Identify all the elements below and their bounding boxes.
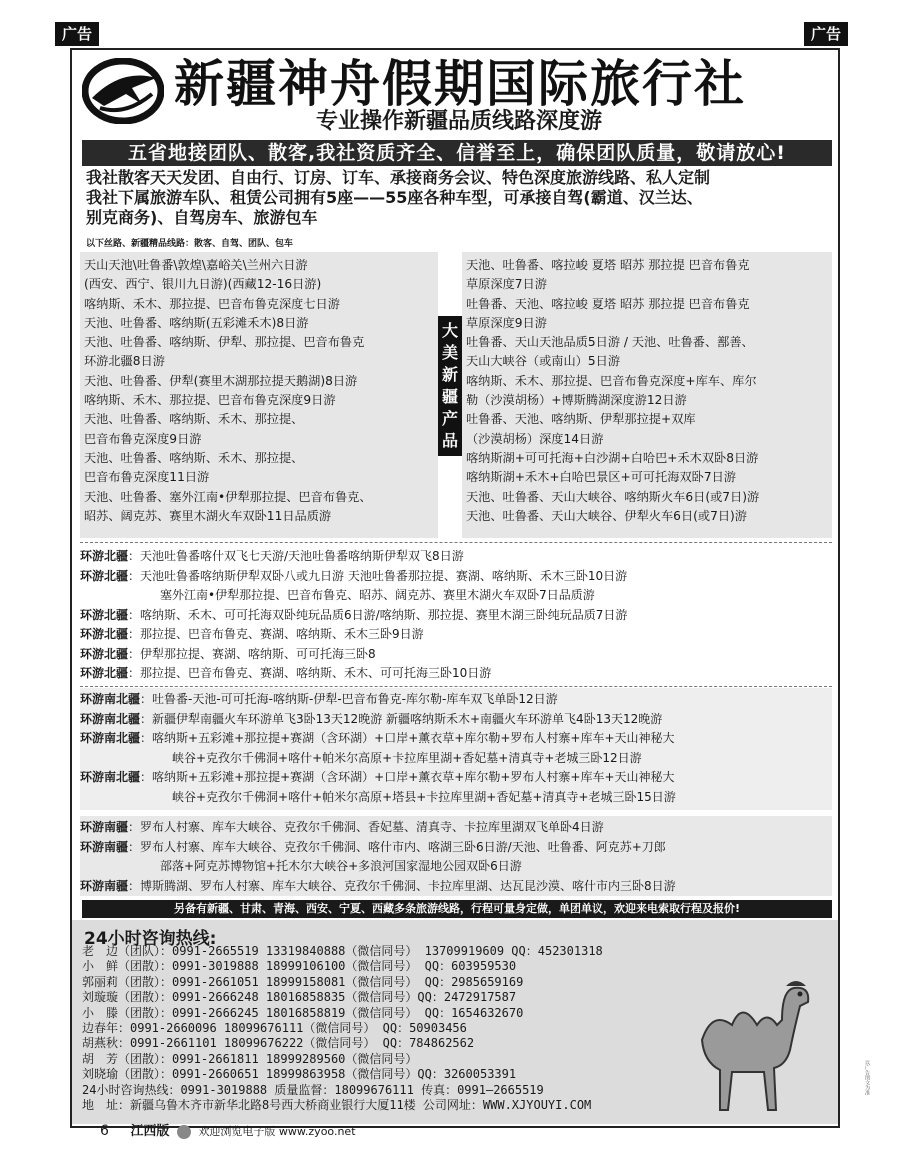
route-line: 天池、吐鲁番、伊犁(赛里木湖那拉提天鹅湖)8日游 — [84, 373, 358, 388]
route-line: 吐鲁番、天池、喀拉峻 夏塔 昭苏 那拉提 巴音布鲁克 — [466, 296, 750, 311]
route-tag: 环游南北疆 — [80, 692, 141, 706]
list-item — [80, 664, 832, 684]
route-line: 天池、吐鲁番、喀纳斯、禾木、那拉提、 — [84, 450, 304, 465]
route-text: ：喀纳斯+五彩滩+那拉提+赛湖（含环湖）+口岸+薰衣草+库尔勒+罗布人村寨+库车+天山神秘大 — [140, 731, 675, 745]
route-note: 以下丝路、新疆精品线路：散客、自驾、团队、包车 — [86, 239, 294, 249]
list-item — [80, 547, 832, 567]
route-line: 喀纳斯、禾木、那拉提、巴音布鲁克深度9日游 — [84, 393, 336, 408]
header — [76, 52, 836, 136]
side-note: 以广告图文为准 — [864, 1060, 870, 1095]
ad-label-right: 广告 — [804, 22, 848, 46]
route-line: 喀纳斯湖+可可托海+白沙湖+白哈巴+禾木双卧8日游 — [466, 450, 759, 465]
ad-label-left: 广告 — [55, 22, 99, 46]
route-tag: 环游南北疆 — [80, 770, 141, 784]
vertical-char: 疆 — [441, 387, 458, 406]
route-line: 天池、吐鲁番、喀纳斯、禾木、那拉提、 — [84, 412, 304, 427]
list-item — [80, 818, 832, 838]
route-line: 喀纳斯、禾木、那拉提、巴音布鲁克深度+库车、库尔 — [466, 373, 757, 388]
route-line: 天池、吐鲁番、塞外江南•伊犁那拉提、巴音布鲁克、 — [84, 489, 372, 504]
page-footer — [100, 1124, 356, 1139]
list-item — [80, 645, 832, 665]
route-line: 吐鲁番、天池、喀纳斯、伊犁那拉提+双库 — [466, 412, 696, 427]
route-tag: 环游北疆 — [80, 627, 129, 641]
page-number: 6 — [100, 1123, 109, 1139]
contact-line: 小 鲜（团散）：0991-3019888 18999106100（微信同号） QQ：603959530 — [82, 959, 517, 974]
contact-line: 刘璇璇（团散）：0991-2666248 18016858835（微信同号）QQ：2472917587 — [82, 990, 517, 1005]
route-line: 昭苏、阔克苏、赛里木湖火车双卧11日品质游 — [84, 508, 332, 523]
contact-line: 老 边（团队）：0991-2665519 13319840888（微信同号） 13709919609 QQ：452301318 — [82, 944, 603, 958]
route-tag: 环游北疆 — [80, 549, 129, 563]
route-line: 天山大峡谷（或南山）5日游 — [466, 354, 621, 369]
vertical-char: 大 — [441, 321, 458, 340]
quality-banner: 五省地接团队、散客,我社资质齐全、信誉至上，确保团队质量，敬请放心! — [82, 140, 832, 166]
route-tag: 环游南疆 — [80, 820, 129, 834]
list-item — [80, 710, 832, 730]
contact-list — [82, 944, 603, 1113]
edition-label: 江西版 — [130, 1124, 170, 1139]
route-text: ：伊犁那拉提、赛湖、喀纳斯、可可托海三卧8 — [128, 646, 376, 661]
route-text: ：那拉提、巴音布鲁克、赛湖、喀纳斯、禾木、可可托海三卧10日游 — [128, 666, 492, 680]
route-tag: 环游南北疆 — [80, 731, 141, 745]
route-tag: 环游北疆 — [80, 646, 129, 661]
contact-line: 胡 芳（团散）：0991-2661811 18999289560（微信同号） — [82, 1051, 418, 1066]
contact-line: 地 址：新疆乌鲁木齐市新华北路8号西大桥商业银行大厦11楼 公司网址：WWW.XJYOUYI.COM — [82, 1098, 592, 1113]
route-text: ：那拉提、巴音布鲁克、赛湖、喀纳斯、禾木三卧9日游 — [128, 627, 424, 641]
globe-icon — [177, 1125, 191, 1139]
route-line: (西安、西宁、银川九日游)(西藏12-16日游) — [84, 277, 322, 292]
list-item — [80, 625, 832, 645]
route-text: 塞外江南•伊犁那拉提、巴音布鲁克、昭苏、阔克苏、赛里木湖火车双卧7日品质游 — [160, 588, 595, 602]
route-line: 天山天池\吐鲁番\敦煌\嘉峪关\兰州六日游 — [84, 258, 308, 272]
more-routes-banner: 另备有新疆、甘肃、青海、西安、宁夏、西藏多条旅游线路，行程可量身定做，单团单议，欢迎来电索取行程及报价! — [82, 900, 832, 918]
route-text: 部落+阿克苏博物馆+托木尔大峡谷+多浪河国家湿地公园双卧6日游 — [160, 859, 522, 873]
route-line: 天池、吐鲁番、喀拉峻 夏塔 昭苏 那拉提 巴音布鲁克 — [466, 258, 750, 272]
list-item — [80, 768, 832, 788]
vertical-char: 新 — [441, 365, 458, 384]
south-routes — [80, 816, 832, 896]
route-tag: 环游北疆 — [80, 568, 129, 583]
route-text: ：罗布人村寨、库车大峡谷、克孜尔千佛洞、香妃墓、清真寺、卡拉库里湖双飞单卧4日游 — [128, 820, 604, 834]
route-text: ：天池吐鲁番喀纳斯伊犁双卧八或九日游 天池吐鲁番那拉提、赛湖、喀纳斯、禾木三卧10日游 — [128, 568, 628, 583]
route-text: ：天池吐鲁番喀什双飞七天游/天池吐鲁番喀纳斯伊犁双飞8日游 — [128, 549, 464, 563]
divider — [80, 542, 832, 543]
hotline-section — [72, 920, 838, 1124]
route-line: 吐鲁番、天山天池品质5日游 / 天池、吐鲁番、鄯善、 — [466, 335, 754, 350]
intro-line: 别克商务)、自驾房车、旅游包车 — [86, 208, 318, 227]
route-text: ：喀纳斯、禾木、可可托海双卧纯玩品质6日游/喀纳斯、那拉提、赛里木湖三卧纯玩品质7日游 — [128, 607, 628, 622]
route-line: 巴音布鲁克深度11日游 — [84, 470, 210, 485]
divider — [80, 686, 832, 687]
route-line: （沙漠胡杨）深度14日游 — [466, 431, 604, 446]
vertical-char: 美 — [441, 343, 458, 362]
vertical-char: 产 — [441, 409, 458, 428]
route-line: 天池、吐鲁番、天山大峡谷、喀纳斯火车6日(或7日)游 — [466, 489, 760, 504]
contact-line: 胡燕秋：0991-2661101 18099676222（微信同号） QQ：784862562 — [82, 1036, 475, 1051]
route-line: 天池、吐鲁番、喀纳斯(五彩滩禾木)8日游 — [84, 315, 309, 330]
route-text: ：罗布人村寨、库车大峡谷、克孜尔千佛洞、喀什市内、喀湖三卧6日游/天池、吐鲁番、阿克苏+刀郎 — [128, 839, 666, 854]
list-item — [80, 690, 832, 710]
route-line: 环游北疆8日游 — [84, 354, 165, 369]
route-text: ：吐鲁番-天池-可可托海-喀纳斯-伊犁-巴音布鲁克-库尔勒-库车双飞单卧12日游 — [140, 692, 558, 706]
route-line: 喀纳斯湖+禾木+白哈巴景区+可可托海双卧7日游 — [466, 470, 736, 485]
vertical-label — [438, 316, 462, 456]
contact-line: 小 滕（团散）：0991-2666245 18016858819（微信同号） QQ：1654632670 — [82, 1005, 524, 1020]
intro — [86, 168, 836, 228]
contact-line: 24小时咨询热线：0991-3019888 质量监督：18099676111 传真：0991—2665519 — [82, 1082, 544, 1097]
route-tag: 环游北疆 — [80, 607, 129, 622]
plane-logo-icon — [82, 58, 164, 124]
route-tag: 环游南疆 — [80, 878, 129, 893]
contact-line: 郭丽莉（团散）：0991-2661051 18999158081（微信同号） QQ：2985659169 — [82, 974, 524, 989]
route-tag: 环游南疆 — [80, 839, 129, 854]
company-name: 新疆神舟假期国际旅行社 — [174, 54, 746, 113]
website-note: 欢迎浏览电子版 www.zyoo.net — [198, 1125, 356, 1138]
list-item — [80, 838, 832, 858]
intro-line: 我社下属旅游车队、租赁公司拥有5座——55座各种车型，可承接自驾(霸道、汉兰达、 — [86, 188, 703, 207]
route-text: ：新疆伊犁南疆火车环游单飞3卧13天12晚游 新疆喀纳斯禾木+南疆火车环游单飞4卧13天12晚游 — [140, 711, 663, 726]
route-line: 天池、吐鲁番、喀纳斯、伊犁、那拉提、巴音布鲁克 — [84, 335, 365, 350]
route-line: 草原深度9日游 — [466, 315, 547, 330]
route-text: 峡谷+克孜尔千佛洞+喀什+帕米尔高原+卡拉库里湖+香妃墓+清真寺+老城三卧12日游 — [172, 750, 642, 765]
slogan: 专业操作新疆品质线路深度游 — [316, 109, 603, 134]
contact-line: 刘晓瑜（团散）：0991-2660651 18999863958（微信同号）QQ：3260053391 — [82, 1067, 517, 1082]
right-route-list — [462, 252, 832, 538]
list-item — [80, 606, 832, 626]
north-routes — [80, 547, 832, 684]
contact-line: 边春年：0991-2660096 18099676111（微信同号） QQ：50903456 — [82, 1021, 467, 1036]
hotline-title: 24小时咨询热线: — [84, 929, 217, 949]
route-text: ：喀纳斯+五彩滩+那拉提+赛湖（含环湖）+口岸+薰衣草+库尔勒+罗布人村寨+库车+天山神秘大 — [140, 770, 675, 784]
vertical-char: 品 — [441, 431, 458, 450]
route-tag: 环游南北疆 — [80, 711, 141, 726]
intro-line: 我社散客天天发团、自由行、订房、订车、承接商务会议、特色深度旅游线路、私人定制 — [86, 168, 711, 187]
route-tag: 环游北疆 — [80, 666, 129, 680]
route-line: 喀纳斯、禾木、那拉提、巴音布鲁克深度七日游 — [84, 296, 340, 311]
list-item — [80, 729, 832, 749]
route-line: 勒（沙漠胡杨）+博斯腾湖深度游12日游 — [466, 393, 687, 408]
south-north-routes — [80, 688, 832, 810]
route-text: ：博斯腾湖、罗布人村寨、库车大峡谷、克孜尔千佛洞、卡拉库里湖、达瓦昆沙漠、喀什市内三卧8日游 — [128, 878, 676, 893]
route-line: 天池、吐鲁番、天山大峡谷、伊犁火车6日(或7日)游 — [466, 508, 747, 523]
route-line: 巴音布鲁克深度9日游 — [84, 431, 202, 446]
featured-routes — [80, 252, 832, 538]
list-item — [80, 877, 832, 897]
route-line: 草原深度7日游 — [466, 277, 547, 292]
route-text: 峡谷+克孜尔千佛洞+喀什+帕米尔高原+塔县+卡拉库里湖+香妃墓+清真寺+老城三卧15日游 — [172, 789, 676, 804]
camel-illustration-icon — [682, 970, 822, 1120]
list-item — [80, 567, 832, 587]
left-route-list — [80, 252, 438, 538]
